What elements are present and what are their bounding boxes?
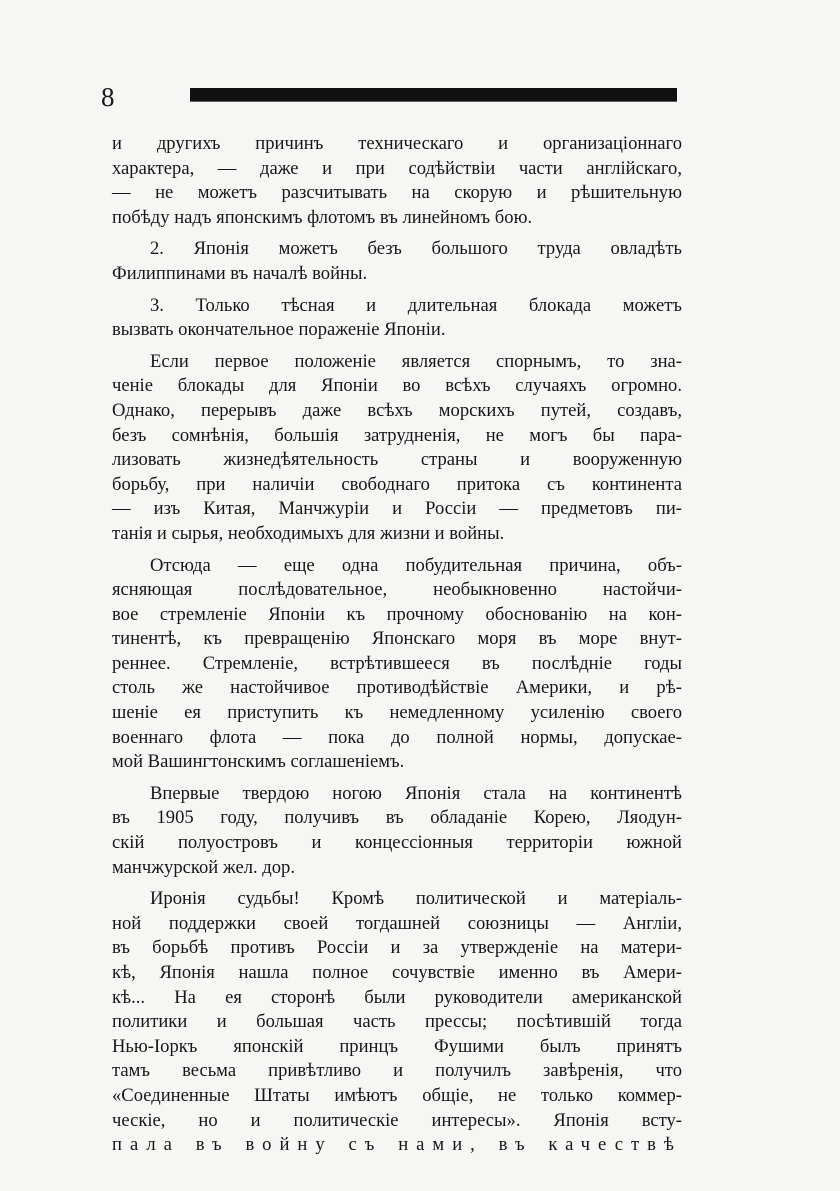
text-line: мой Вашингтонскимъ соглашеніемъ. <box>112 751 405 773</box>
text-line: лизовать жизнедѣятельность страны и вооруженную <box>112 449 682 471</box>
text-line: Нью-Іоркъ японскій принцъ Фушими былъ принятъ <box>112 1035 682 1057</box>
text-line: вое стремленіе Японіи къ прочному обоснованію на кон- <box>112 603 682 625</box>
text-line: 2. Японія можетъ безъ большого труда овладѣть <box>150 238 682 260</box>
text-line: въ 1905 году, получивъ въ обладаніе Корею, Ляодун- <box>112 807 682 829</box>
text-line: ясняющая послѣдовательное, необыкновенно настойчи- <box>112 579 682 601</box>
text-line: кѣ, Японія нашла полное сочувствіе именно въ Амери- <box>112 962 682 983</box>
text-line: шеніе ея приступить къ немедленному усиленію своего <box>112 702 682 724</box>
text-line: характера, — даже и при содѣйствіи части англійскаго, <box>112 157 682 179</box>
text-line: «Соединенные Штаты имѣютъ общіе, не только коммер- <box>112 1084 682 1106</box>
text-line: скій полуостровъ и концессіонныя территоріи южной <box>112 832 682 854</box>
text-line: столь же настойчивое противодѣйствіе Америки, и рѣ- <box>112 677 682 699</box>
text-line: реннее. Стремленіе, встрѣтившееся въ послѣдніе годы <box>112 652 682 674</box>
text-line: 3. Только тѣсная и длительная блокада можетъ <box>150 294 682 316</box>
text-line: Однако, перерывъ даже всѣхъ морскихъ путей, создавъ, <box>112 399 682 421</box>
text-line: — изъ Китая, Манчжуріи и Россіи — предметовъ пи- <box>112 498 682 520</box>
text-line: Иронія судьбы! Кромѣ политической и матеріаль- <box>150 888 682 910</box>
text-line: Впервые твердою ногою Японія стала на континентѣ <box>150 782 682 804</box>
text-line: кѣ... На ея сторонѣ были руководители американской <box>112 986 682 1008</box>
text-line: пала въ войну съ нами, въ качествѣ <box>112 1134 682 1156</box>
text-line: и другихъ причинъ техническаго и организаціоннаго <box>112 133 682 154</box>
text-line: вызвать окончательное пораженіе Японіи. <box>112 319 446 341</box>
header-rule <box>190 88 677 102</box>
text-line: Отсюда — еще одна побудительная причина, объ- <box>150 554 682 576</box>
body-text <box>112 132 682 1158</box>
text-line: Филиппинами въ началѣ войны. <box>112 262 368 284</box>
text-line: ченіе блокады для Японіи во всѣхъ случаяхъ огромно. <box>112 375 682 397</box>
text-line: танія и сырья, необходимыхъ для жизни и войны. <box>112 522 505 544</box>
text-line: Если первое положеніе является спорнымъ, то зна- <box>150 350 682 372</box>
page-number: 8 <box>101 82 115 112</box>
text-line: тинентѣ, къ превращенію Японскаго моря въ море внут- <box>112 628 682 650</box>
text-line: тамъ весьма привѣтливо и получилъ завѣренія, что <box>112 1060 682 1082</box>
text-line: манчжурской жел. дор. <box>112 856 296 878</box>
text-line: — не можетъ разсчитывать на скорую и рѣшительную <box>112 182 682 204</box>
text-line: ческіе, но и политическіе интересы». Японія всту- <box>112 1109 682 1131</box>
text-line: борьбу, при наличіи свободнаго притока съ континента <box>112 473 682 495</box>
text-line: безъ сомнѣнія, большія затрудненія, не могъ бы пара- <box>112 424 682 446</box>
text-line: политики и большая часть прессы; посѣтившій тогда <box>112 1011 682 1033</box>
text-line: побѣду надъ японскимъ флотомъ въ линейномъ бою. <box>112 206 533 228</box>
text-line: ной поддержки своей тогдашней союзницы — Англіи, <box>112 912 682 934</box>
text-line: военнаго флота — пока до полной нормы, допускае- <box>112 726 682 748</box>
text-line: въ борьбѣ противъ Россіи и за утвержденіе на матери- <box>112 937 682 959</box>
